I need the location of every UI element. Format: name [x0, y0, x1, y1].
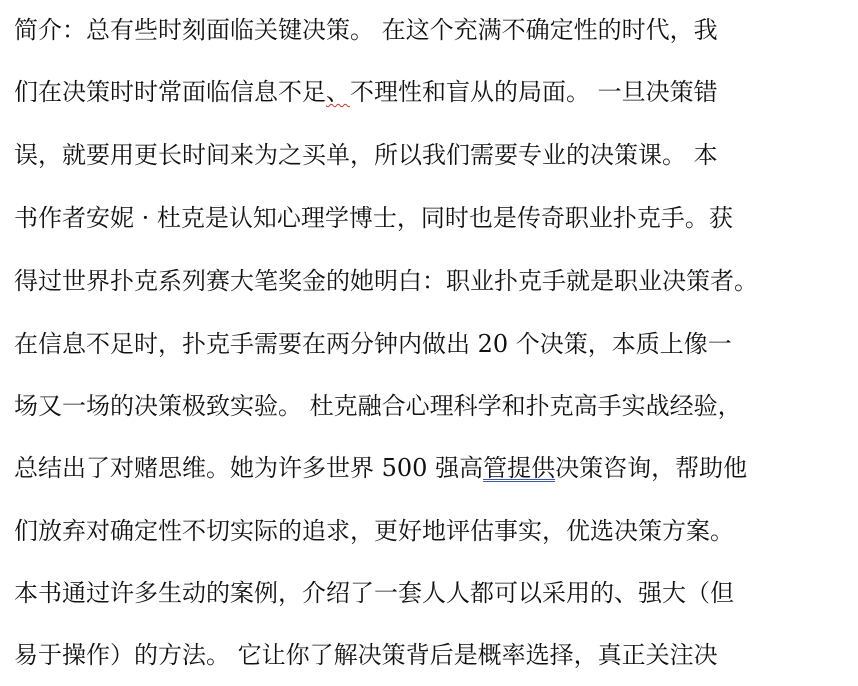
paragraph-line	[14, 448, 854, 488]
paragraph-line: 们放弃对确定性不切实际的追求，更好地评估事实，优选决策方案。	[14, 517, 734, 545]
paragraph-line: 误，就要用更长时间来为之买单，所以我们需要专业的决策课。 本	[14, 141, 718, 169]
paragraph-line: 易于操作）的方法。 它让你了解决策背后是概率选择，真正关注决	[14, 641, 718, 669]
paragraph-line	[14, 72, 854, 112]
line-text: 总结出了对赌思维。她为许多世界 500 强高	[14, 454, 484, 482]
paragraph-line: 本书通过许多生动的案例，介绍了一套人人都可以采用的、强大（但	[14, 579, 734, 607]
line-text: 不理性和盲从的局面。 一旦决策错	[350, 78, 718, 106]
paragraph-line: 书作者安妮 · 杜克是认知心理学博士，同时也是传奇职业扑克手。获	[14, 204, 733, 232]
paragraph-line: 场又一场的决策极致实验。 杜克融合心理科学和扑克高手实战经验，	[14, 392, 742, 420]
line-text: 们在决策时时常面临信息不足	[14, 78, 326, 106]
paragraph-line: 在信息不足时，扑克手需要在两分钟内做出 20 个决策，本质上像一	[14, 330, 732, 358]
grammar-flag[interactable]: 管提供	[483, 454, 556, 482]
paragraph-line: 得过世界扑克系列赛大笔奖金的她明白：职业扑克手就是职业决策者。	[14, 267, 758, 295]
spelling-flag[interactable]: 、	[326, 78, 350, 106]
line-text: 决策咨询，帮助他	[555, 454, 748, 482]
paragraph-line: 简介：总有些时刻面临关键决策。 在这个充满不确定性的时代，我	[14, 16, 718, 44]
